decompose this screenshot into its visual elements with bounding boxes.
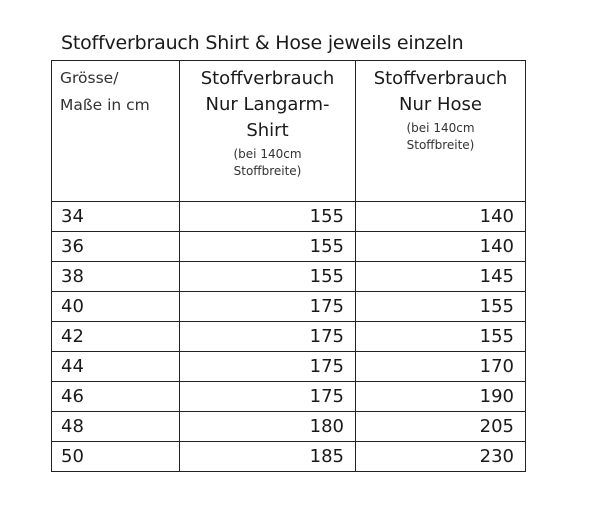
cell-size: 40 bbox=[52, 292, 180, 322]
table-row bbox=[52, 202, 526, 232]
header-size bbox=[52, 61, 180, 202]
cell-size: 42 bbox=[52, 322, 180, 352]
cell-pants: 190 bbox=[356, 382, 526, 412]
cell-shirt: 155 bbox=[180, 262, 356, 292]
cell-pants: 140 bbox=[356, 202, 526, 232]
header-pants bbox=[356, 61, 526, 202]
header-shirt-line1: Stoffverbrauch bbox=[200, 68, 335, 89]
table-title: Stoffverbrauch Shirt & Hose jeweils einzeln bbox=[61, 32, 464, 54]
cell-size: 44 bbox=[52, 352, 180, 382]
table-row bbox=[52, 322, 526, 352]
cell-pants: 140 bbox=[356, 232, 526, 262]
header-shirt-line2: Nur Langarm- bbox=[205, 94, 330, 115]
cell-shirt: 155 bbox=[180, 202, 356, 232]
header-shirt-line3: Shirt bbox=[246, 120, 289, 141]
header-size-line1: Grösse/ bbox=[60, 69, 119, 87]
cell-pants: 170 bbox=[356, 352, 526, 382]
header-size-line2: Maße in cm bbox=[60, 96, 150, 114]
cell-pants: 155 bbox=[356, 322, 526, 352]
cell-shirt: 180 bbox=[180, 412, 356, 442]
table-row bbox=[52, 412, 526, 442]
header-shirt-note2: Stoffbreite) bbox=[233, 164, 302, 178]
cell-pants: 155 bbox=[356, 292, 526, 322]
header-shirt bbox=[180, 61, 356, 202]
cell-shirt: 175 bbox=[180, 382, 356, 412]
header-pants-line1: Stoffverbrauch bbox=[373, 68, 508, 89]
cell-size: 34 bbox=[52, 202, 180, 232]
cell-pants: 205 bbox=[356, 412, 526, 442]
header-shirt-note1: (bei 140cm bbox=[233, 147, 302, 161]
header-pants-note2: Stoffbreite) bbox=[406, 138, 475, 152]
cell-shirt: 155 bbox=[180, 232, 356, 262]
table-row bbox=[52, 352, 526, 382]
cell-size: 48 bbox=[52, 412, 180, 442]
cell-shirt: 175 bbox=[180, 292, 356, 322]
table-row bbox=[52, 232, 526, 262]
cell-size: 50 bbox=[52, 442, 180, 472]
cell-size: 38 bbox=[52, 262, 180, 292]
header-pants-note1: (bei 140cm bbox=[406, 121, 475, 135]
cell-pants: 230 bbox=[356, 442, 526, 472]
cell-size: 46 bbox=[52, 382, 180, 412]
cell-shirt: 185 bbox=[180, 442, 356, 472]
table-row bbox=[52, 442, 526, 472]
table-row bbox=[52, 292, 526, 322]
header-pants-line2: Nur Hose bbox=[399, 94, 482, 115]
table-header-row bbox=[52, 61, 526, 202]
cell-shirt: 175 bbox=[180, 322, 356, 352]
cell-size: 36 bbox=[52, 232, 180, 262]
fabric-consumption-table bbox=[51, 60, 526, 472]
cell-pants: 145 bbox=[356, 262, 526, 292]
table-row bbox=[52, 262, 526, 292]
table-row bbox=[52, 382, 526, 412]
cell-shirt: 175 bbox=[180, 352, 356, 382]
